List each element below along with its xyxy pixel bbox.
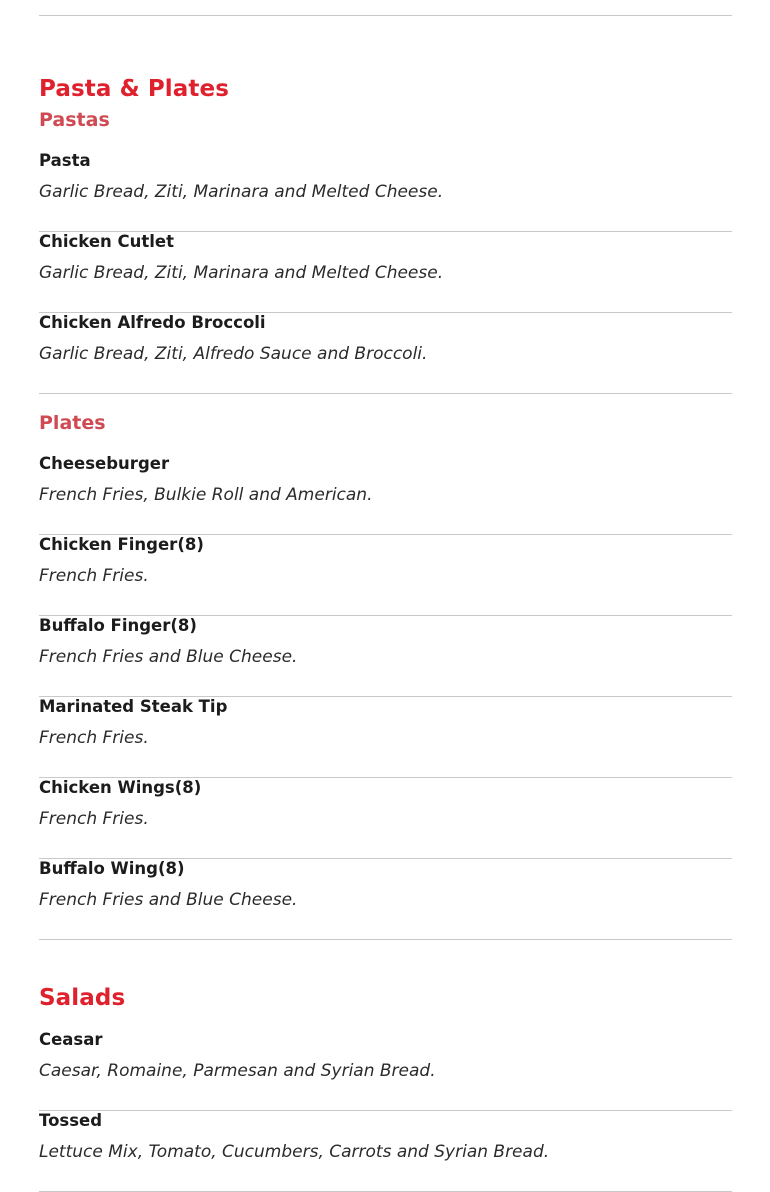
item-name: Cheeseburger (39, 454, 170, 473)
item-name: Chicken Wings(8) (39, 778, 202, 797)
item-description: Caesar, Romaine, Parmesan and Syrian Bread. (39, 1061, 436, 1081)
menu-item[interactable] (39, 454, 732, 535)
item-description: French Fries. (39, 728, 149, 748)
menu-item[interactable] (39, 1030, 732, 1111)
item-name: Buffalo Finger(8) (39, 616, 197, 635)
menu-item[interactable] (39, 232, 732, 313)
item-name: Buffalo Wing(8) (39, 859, 185, 878)
group-title-pastas: Pastas (39, 109, 110, 131)
item-name: Ceasar (39, 1030, 103, 1049)
item-description: Garlic Bread, Ziti, Alfredo Sauce and Broccoli. (39, 344, 428, 364)
item-description: French Fries. (39, 566, 149, 586)
section-title-salads: Salads (39, 985, 126, 1011)
item-name: Tossed (39, 1111, 103, 1130)
item-description: French Fries and Blue Cheese. (39, 890, 298, 910)
item-name: Marinated Steak Tip (39, 697, 228, 716)
item-name: Chicken Cutlet (39, 232, 174, 251)
menu-item[interactable] (39, 616, 732, 697)
menu-item[interactable] (39, 1111, 732, 1192)
menu-item[interactable] (39, 313, 732, 394)
group-title-plates: Plates (39, 412, 106, 434)
item-name: Chicken Finger(8) (39, 535, 204, 554)
item-name: Chicken Alfredo Broccoli (39, 313, 266, 332)
item-description: French Fries. (39, 809, 149, 829)
item-description: Garlic Bread, Ziti, Marinara and Melted Cheese. (39, 182, 444, 202)
menu-item[interactable] (39, 778, 732, 859)
menu-item[interactable] (39, 151, 732, 232)
menu-item[interactable] (39, 859, 732, 940)
menu-item[interactable] (39, 697, 732, 778)
item-description: French Fries and Blue Cheese. (39, 647, 298, 667)
menu-item[interactable] (39, 535, 732, 616)
top-divider (39, 15, 732, 16)
section-title-pasta-plates: Pasta & Plates (39, 76, 229, 102)
item-description: French Fries, Bulkie Roll and American. (39, 485, 373, 505)
item-name: Pasta (39, 151, 91, 170)
item-description: Lettuce Mix, Tomato, Cucumbers, Carrots and Syrian Bread. (39, 1142, 550, 1162)
item-description: Garlic Bread, Ziti, Marinara and Melted Cheese. (39, 263, 444, 283)
